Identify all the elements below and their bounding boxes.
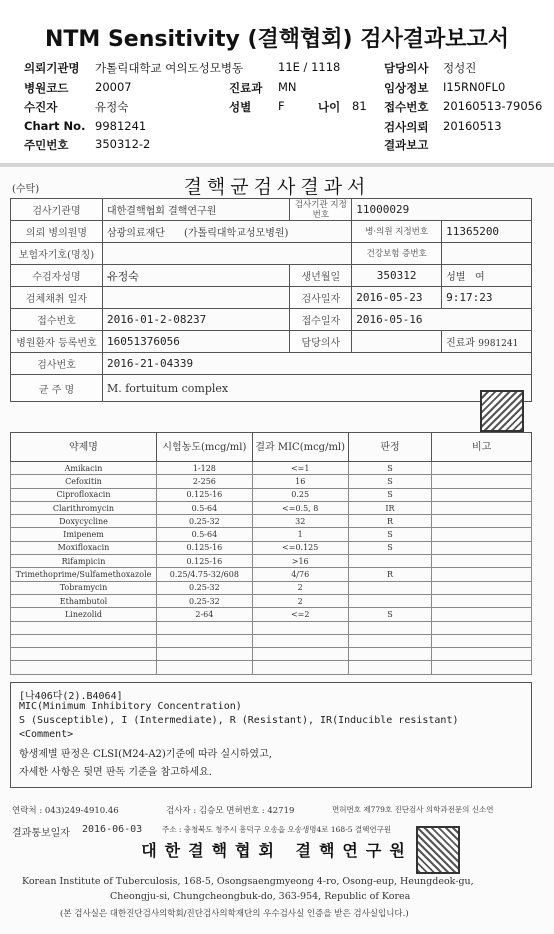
clinical-info-value: I15RN0FL0 — [443, 80, 506, 94]
sex-form: 여 — [474, 272, 485, 283]
test-range: 2-256 — [156, 475, 252, 488]
mic-result: 32 — [252, 515, 348, 528]
mic-result: 0.25 — [252, 488, 348, 501]
age-value: 81 — [352, 99, 367, 113]
drug-name — [11, 634, 157, 647]
dept-value: MN — [278, 80, 297, 94]
drug-table-header: 비고 — [432, 433, 532, 462]
req-hospital-label: 의뢰 병의원명 — [11, 221, 103, 243]
mic-result: <=0.125 — [252, 541, 348, 554]
test-range: 0.25-32 — [156, 594, 252, 607]
notes-comment-label: <Comment> — [19, 729, 74, 740]
interpretation — [348, 661, 432, 674]
dob: 350312 — [352, 265, 442, 287]
req-hospital-cell — [102, 221, 351, 243]
test-range: 0.25-32 — [156, 581, 252, 594]
test-range — [156, 621, 252, 634]
drug-name — [11, 661, 157, 674]
org-name: 대한결핵협회 결핵연구원 — [141, 841, 413, 860]
notes-comment-1: 항생제별 판정은 CLSI(M24-A2)기준에 따라 실시하였고, — [19, 749, 272, 760]
drug-name: Moxifloxacin — [11, 541, 157, 554]
remark — [432, 515, 532, 528]
notes-box — [10, 682, 532, 788]
footer-examiner2: 면허번호 제779호 진단검사 의학과전문의 신소연 — [332, 805, 494, 814]
doctor-value: 정성진 — [443, 61, 477, 75]
recv-no: 2016-01-2-08237 — [102, 309, 289, 331]
remark — [432, 661, 532, 674]
drug-name: Imipenem — [11, 528, 157, 541]
doctor-label: 담당의사 — [384, 61, 429, 75]
org-en-line2: Cheongju-si, Chungcheongbuk-do, 363-954, Republic of Korea — [110, 891, 411, 902]
remark — [432, 608, 532, 621]
interpretation — [348, 648, 432, 661]
interpretation: IR — [348, 501, 432, 514]
exam-no: 2016-21-04339 — [102, 353, 531, 375]
insured-label: 보험자기호(명칭) — [11, 243, 103, 265]
interpretation: S — [348, 462, 432, 475]
dept-cell — [442, 331, 532, 353]
footer-notify-date: 2016-06-03 — [82, 824, 143, 835]
species-label: 균 주 명 — [11, 375, 103, 402]
org-en-line1: Korean Institute of Tuberculosis, 168-5, Osongsaengmyeong 4-ro, Osong-eup, Heungdeok-gu, — [22, 876, 474, 887]
test-range: 0.5-64 — [156, 501, 252, 514]
remark — [432, 528, 532, 541]
remark — [432, 475, 532, 488]
certification-note: (본 검사실은 대한진단검사의학회/진단검사의학재단의 우수검사실 인증을 받은 검사실입니다.) — [60, 909, 409, 919]
notes-comment-2: 자세한 사항은 뒷면 판독 기준을 참고하세요. — [19, 767, 212, 778]
drug-row — [11, 634, 532, 647]
remark — [432, 634, 532, 647]
drug-name: Ciprofloxacin — [11, 488, 157, 501]
req-hospital: 삼광의료재단 — [106, 228, 165, 239]
footer-examiner: 검사자 : 김승모 면허번호 : 42719 — [166, 806, 295, 816]
rrn-value: 350312-2 — [95, 137, 151, 151]
test-range — [156, 634, 252, 647]
drug-name: Rifampicin — [11, 555, 157, 568]
drug-name — [11, 648, 157, 661]
test-range: 0.25/4.75-32/608 — [156, 568, 252, 581]
test-time: 9:17:23 — [442, 287, 532, 309]
health-id-value — [442, 243, 532, 265]
sex-label-form: 성별 — [446, 272, 466, 283]
remark — [432, 555, 532, 568]
sex-cell — [442, 265, 532, 287]
patient-value: 유정숙 — [95, 100, 129, 114]
drug-row — [11, 462, 532, 475]
interpretation — [348, 555, 432, 568]
name-label: 수검자성명 — [11, 265, 103, 287]
drug-row — [11, 621, 532, 634]
recv-no-label: 접수번호 — [11, 309, 103, 331]
drug-name — [11, 621, 157, 634]
mic-result — [252, 634, 348, 647]
footer-notify-label: 결과통보일자 — [12, 828, 70, 839]
drug-table — [10, 432, 532, 675]
mic-result — [252, 661, 348, 674]
patient-label: 수진자 — [24, 100, 58, 114]
hosp-id-label: 병·의원 지정번호 — [352, 221, 442, 243]
official-seal — [480, 390, 524, 432]
drug-name: Tobramycin — [11, 581, 157, 594]
request-date-value: 20160513 — [443, 119, 502, 133]
lab-id-label: 검사기관 지정번호 — [290, 199, 352, 221]
drug-name: Ethambutol — [11, 594, 157, 607]
remark — [432, 568, 532, 581]
footer-contact: 연락처 : 043)249-4910.46 — [12, 806, 119, 816]
drug-row — [11, 528, 532, 541]
test-range: 0.25-32 — [156, 515, 252, 528]
interpretation — [348, 634, 432, 647]
notes-code: [나406다(2).B4064] — [19, 691, 123, 702]
mic-result: >16 — [252, 555, 348, 568]
remark — [432, 594, 532, 607]
sex-label: 성별 — [229, 100, 252, 114]
mic-result: <=2 — [252, 608, 348, 621]
reception-no-label: 접수번호 — [384, 100, 429, 114]
doctor-label-form: 담당의사 — [290, 331, 352, 353]
interpretation: R — [348, 515, 432, 528]
lab-id: 11000029 — [352, 199, 532, 221]
drug-row — [11, 608, 532, 621]
interpretation: S — [348, 608, 432, 621]
ward-code: 11E / 1118 — [278, 60, 341, 74]
mic-result — [252, 648, 348, 661]
report-title: NTM Sensitivity (결핵협회) 검사결과보고서 — [44, 27, 510, 52]
species: M. fortuitum complex — [102, 375, 531, 402]
remark — [432, 581, 532, 594]
sex-value: F — [278, 99, 285, 113]
dept-label: 진료과 — [229, 81, 263, 95]
interpretation: S — [348, 528, 432, 541]
lab-name: 대한결핵협회 결핵연구원 — [102, 199, 289, 221]
test-range: 0.5-64 — [156, 528, 252, 541]
reg-no-label: 병원환자 등록번호 — [11, 331, 103, 353]
test-range: 0.125-16 — [156, 488, 252, 501]
form-title: 결핵균검사결과서 — [183, 176, 371, 198]
remark — [432, 488, 532, 501]
mic-result: 4/76 — [252, 568, 348, 581]
age-label: 나이 — [318, 100, 341, 114]
test-range: 1-128 — [156, 462, 252, 475]
drug-row — [11, 501, 532, 514]
drug-row — [11, 475, 532, 488]
hospital-code-value: 20007 — [95, 80, 132, 94]
interpretation — [348, 621, 432, 634]
hosp-id: 11365200 — [442, 221, 532, 243]
notes-mic: MIC(Minimum Inhibitory Concentration) — [19, 701, 242, 712]
dept-label-form: 진료과 — [446, 338, 476, 349]
drug-row — [11, 594, 532, 607]
drug-table-header: 약제명 — [11, 433, 157, 462]
chart-no-value: 9981241 — [95, 119, 147, 133]
drug-row — [11, 541, 532, 554]
remark — [432, 621, 532, 634]
health-id-label: 건강보험 증번호 — [352, 243, 442, 265]
interpretation: S — [348, 541, 432, 554]
test-date: 2016-05-23 — [352, 287, 442, 309]
dob-label: 생년월일 — [290, 265, 352, 287]
drug-row — [11, 648, 532, 661]
reception-no-value: 20160513-79056 — [443, 99, 543, 113]
recv-date: 2016-05-16 — [352, 309, 532, 331]
clinical-info-label: 임상정보 — [384, 81, 429, 95]
doctor-value-form — [352, 331, 442, 353]
test-range: 0.125-16 — [156, 555, 252, 568]
notes-legend: S (Susceptible), I (Intermediate), R (Resistant), IR(Inducible resistant) — [19, 715, 459, 726]
interpretation: S — [348, 475, 432, 488]
drug-name: Amikacin — [11, 462, 157, 475]
drug-name: Doxycycline — [11, 515, 157, 528]
insured-value — [102, 243, 351, 265]
hospital-code-label: 병원코드 — [24, 81, 69, 95]
info-table — [10, 198, 532, 402]
collect-label: 검체채취 일자 — [11, 287, 103, 309]
collect-value — [102, 287, 289, 309]
drug-name: Clarithromycin — [11, 501, 157, 514]
drug-name: Linezolid — [11, 608, 157, 621]
req-hospital-note: (가톨릭대학교성모병원) — [184, 228, 289, 239]
drug-name: Trimethoprime/Sulfamethoxazole — [11, 568, 157, 581]
interpretation: S — [348, 488, 432, 501]
drug-row — [11, 581, 532, 594]
interpretation: R — [348, 568, 432, 581]
exam-no-label: 검사번호 — [11, 353, 103, 375]
institution-label: 의뢰기관명 — [24, 61, 80, 75]
mic-result: <=1 — [252, 462, 348, 475]
mic-result: <=0.5, 8 — [252, 501, 348, 514]
interpretation — [348, 594, 432, 607]
lab-name-label: 검사기관명 — [11, 199, 103, 221]
drug-row — [11, 568, 532, 581]
mic-result: 2 — [252, 581, 348, 594]
mic-result: 1 — [252, 528, 348, 541]
test-range — [156, 661, 252, 674]
mic-result: 2 — [252, 594, 348, 607]
reg-no: 16051376056 — [102, 331, 289, 353]
drug-row — [11, 661, 532, 674]
drug-name: Cefoxitin — [11, 475, 157, 488]
drug-table-header: 판정 — [348, 433, 432, 462]
remark — [432, 648, 532, 661]
drug-table-header: 결과 MIC(mcg/ml) — [252, 433, 348, 462]
institution-value: 가톨릭대학교 여의도성모병동 — [95, 61, 244, 75]
rrn-label: 주민번호 — [24, 138, 69, 152]
remark — [432, 501, 532, 514]
org-seal — [416, 826, 460, 874]
form-tag: (수탁) — [12, 184, 40, 195]
remark — [432, 541, 532, 554]
interpretation — [348, 581, 432, 594]
report-label: 결과보고 — [384, 138, 429, 152]
drug-row — [11, 515, 532, 528]
remark — [432, 462, 532, 475]
dept-value-form: 9981241 — [478, 339, 519, 349]
test-range — [156, 648, 252, 661]
request-label: 검사의뢰 — [384, 120, 429, 134]
mic-result: 16 — [252, 475, 348, 488]
test-date-label: 검사일자 — [290, 287, 352, 309]
footer-address: 주소 : 충청북도 청주시 흥덕구 오송읍 오송생명4로 168-5 결핵연구원 — [162, 825, 392, 834]
drug-row — [11, 488, 532, 501]
test-range: 0.125-16 — [156, 541, 252, 554]
mic-result — [252, 621, 348, 634]
drug-table-header: 시험농도(mcg/ml) — [156, 433, 252, 462]
chart-no-label: Chart No. — [24, 119, 86, 133]
recv-date-label: 접수일자 — [290, 309, 352, 331]
test-range: 2-64 — [156, 608, 252, 621]
name: 유정숙 — [102, 265, 289, 287]
drug-row — [11, 555, 532, 568]
